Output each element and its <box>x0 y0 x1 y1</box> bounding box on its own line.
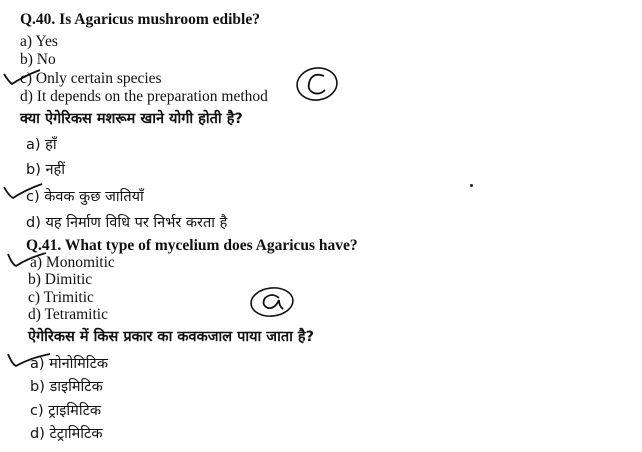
q40-option-b: b) No <box>20 51 56 68</box>
question-41-title: Q.41. What type of mycelium does Agaricus have? <box>26 237 358 254</box>
q41-option-b: b) Dimitic <box>28 271 93 288</box>
q41-hindi-option-c: c) ट्राइमिटिक <box>30 403 102 419</box>
q40-hindi-option-c: c) केवक कुछ जातियाँ <box>26 189 144 205</box>
q40-option-d: d) It depends on the preparation method <box>20 88 268 105</box>
question-41-hindi-title: ऐगेरिकस में किस प्रकार का कवकजाल पाया जाता है? <box>28 329 314 345</box>
question-40-hindi-title: क्या ऐगेरिकस मशरूम खाने योगी होती है? <box>20 111 243 127</box>
question-40-title: Q.40. Is Agaricus mushroom edible? <box>20 11 260 28</box>
q40-hindi-option-a: a) हाँ <box>26 137 57 153</box>
q40-hindi-option-d: d) यह निर्माण विधि पर निर्भर करता है <box>26 215 228 231</box>
q40-option-a: a) Yes <box>20 33 58 50</box>
q40-hindi-option-b: b) नहीं <box>26 162 65 178</box>
circled-answer-a <box>250 286 295 318</box>
q40-option-c: c) Only certain species <box>20 70 162 87</box>
stray-ink-dot <box>470 184 473 187</box>
circled-answer-c <box>295 65 339 102</box>
q41-hindi-option-b: b) डाइमिटिक <box>30 379 103 395</box>
q41-option-c: c) Trimitic <box>28 289 94 306</box>
q41-hindi-option-d: d) टेट्रामिटिक <box>30 426 103 442</box>
q41-hindi-option-a: a) मोनोमिटिक <box>30 356 109 372</box>
q41-option-a: a) Monomitic <box>30 254 115 271</box>
q41-option-d: d) Tetramitic <box>28 306 108 323</box>
